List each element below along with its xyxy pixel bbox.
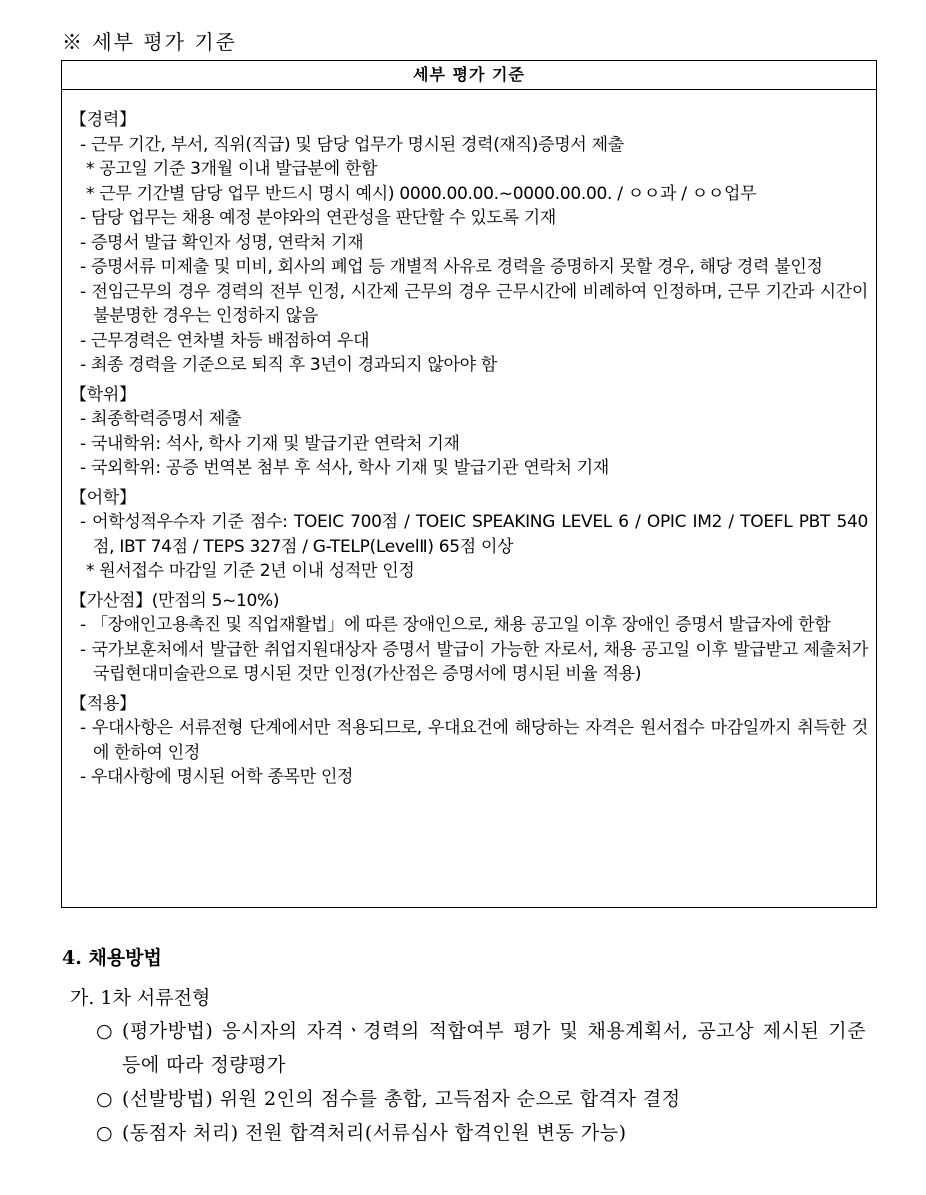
criteria-section-title: 【경력】 [70, 110, 136, 130]
criteria-section-title: 【학위】 [70, 384, 136, 405]
criteria-item: - 전임근무의 경우 경력의 전부 인정, 시간제 근무의 경우 근무시간에 비례하여 인정하며, 근무 기간과 시간이 불분명한 경우는 인정하지 않음 [80, 281, 868, 326]
circle-bullet-icon: ○ [96, 1020, 114, 1042]
circle-bullet-icon: ○ [96, 1122, 114, 1144]
criteria-item: - 우대사항에 명시된 어학 종목만 인정 [80, 767, 354, 787]
criteria-item: - 국가보훈처에서 발급한 취업지원대상자 증명서 발급이 가능한 자로서, 채용 공고일 이후 발급받고 제출처가 국립현대미술관으로 명시된 것만 인정(가산점은 증명서에 명시된 비율 적용) [80, 639, 868, 684]
table-body [62, 90, 876, 790]
criteria-item: - 어학성적우수자 기준 점수: TOEIC 700점 / TOEIC SPEAKING LEVEL 6 / OPIC IM2 / TOEFL PBT 540점, IBT 74점 / TEPS 327점 / G-TELP(LevelⅡ) 65점 이상 [80, 512, 868, 557]
criteria-item: - 담당 업무는 채용 예정 분야와의 연관성을 판단할 수 있도록 기재 [80, 208, 557, 228]
table-header: 세부 평가 기준 [62, 61, 876, 90]
criteria-section-title: 【어학】 [70, 487, 136, 508]
criteria-note: * 원서접수 마감일 기준 2년 이내 성적만 인정 [86, 561, 415, 581]
bullet-text: (동점자 처리) 전원 합격처리(서류심사 합격인원 변동 가능) [122, 1122, 627, 1144]
criteria-item: - 증명서 발급 확인자 성명, 연락처 기재 [80, 232, 364, 253]
evaluation-criteria-table [61, 60, 877, 908]
criteria-item: - 국외학위: 공증 번역본 첨부 후 석사, 학사 기재 및 발급기관 연락처 기재 [80, 458, 610, 478]
criteria-section [70, 383, 868, 481]
criteria-section [70, 108, 868, 378]
section-4-bullets [96, 1014, 866, 1150]
circle-bullet-icon: ○ [96, 1088, 114, 1110]
criteria-section-title: 【가산점】(만점의 5~10%) [70, 590, 280, 611]
list-item [96, 1014, 866, 1082]
criteria-section [70, 486, 868, 584]
criteria-item: - 국내학위: 석사, 학사 기재 및 발급기관 연락처 기재 [80, 433, 460, 454]
list-item [96, 1116, 866, 1150]
criteria-item: - 「장애인고용촉진 및 직업재활법」에 따른 장애인으로, 채용 공고일 이후 장애인 증명서 발급자에 한함 [80, 615, 831, 635]
criteria-item: - 최종 경력을 기준으로 퇴직 후 3년이 경과되지 않아야 함 [80, 355, 497, 375]
top-note: ※ 세부 평가 기준 [62, 30, 237, 54]
criteria-section [70, 692, 868, 790]
criteria-item: - 최종학력증명서 제출 [80, 409, 242, 429]
criteria-section-title: 【적용】 [70, 693, 136, 714]
criteria-item: - 근무 기간, 부서, 직위(직급) 및 담당 업무가 명시된 경력(재직)증명서 제출 [80, 134, 624, 155]
criteria-item: - 근무경력은 연차별 차등 배점하여 우대 [80, 330, 370, 351]
criteria-note: * 근무 기간별 담당 업무 반드시 명시 예시) 0000.00.00.~0000.00.00. / ㅇㅇ과 / ㅇㅇ업무 [86, 183, 757, 204]
criteria-note: * 공고일 기준 3개월 이내 발급분에 한함 [86, 159, 378, 179]
list-item [96, 1082, 866, 1116]
criteria-item: - 증명서류 미제출 및 미비, 회사의 폐업 등 개별적 사유로 경력을 증명하지 못할 경우, 해당 경력 불인정 [80, 257, 823, 277]
criteria-item: - 우대사항은 서류전형 단계에서만 적용되므로, 우대요건에 해당하는 자격은 원서접수 마감일까지 취득한 것에 한하여 인정 [80, 718, 868, 763]
section-4-title: 4. 채용방법 [62, 947, 162, 969]
bullet-text: (평가방법) 응시자의 자격ㆍ경력의 적합여부 평가 및 채용계획서, 공고상 제시된 기준 등에 따라 정량평가 [122, 1020, 866, 1076]
section-4-subtitle: 가. 1차 서류전형 [70, 987, 211, 1009]
bullet-text: (선발방법) 위원 2인의 점수를 총합, 고득점자 순으로 합격자 결정 [122, 1088, 681, 1110]
criteria-section [70, 589, 868, 687]
